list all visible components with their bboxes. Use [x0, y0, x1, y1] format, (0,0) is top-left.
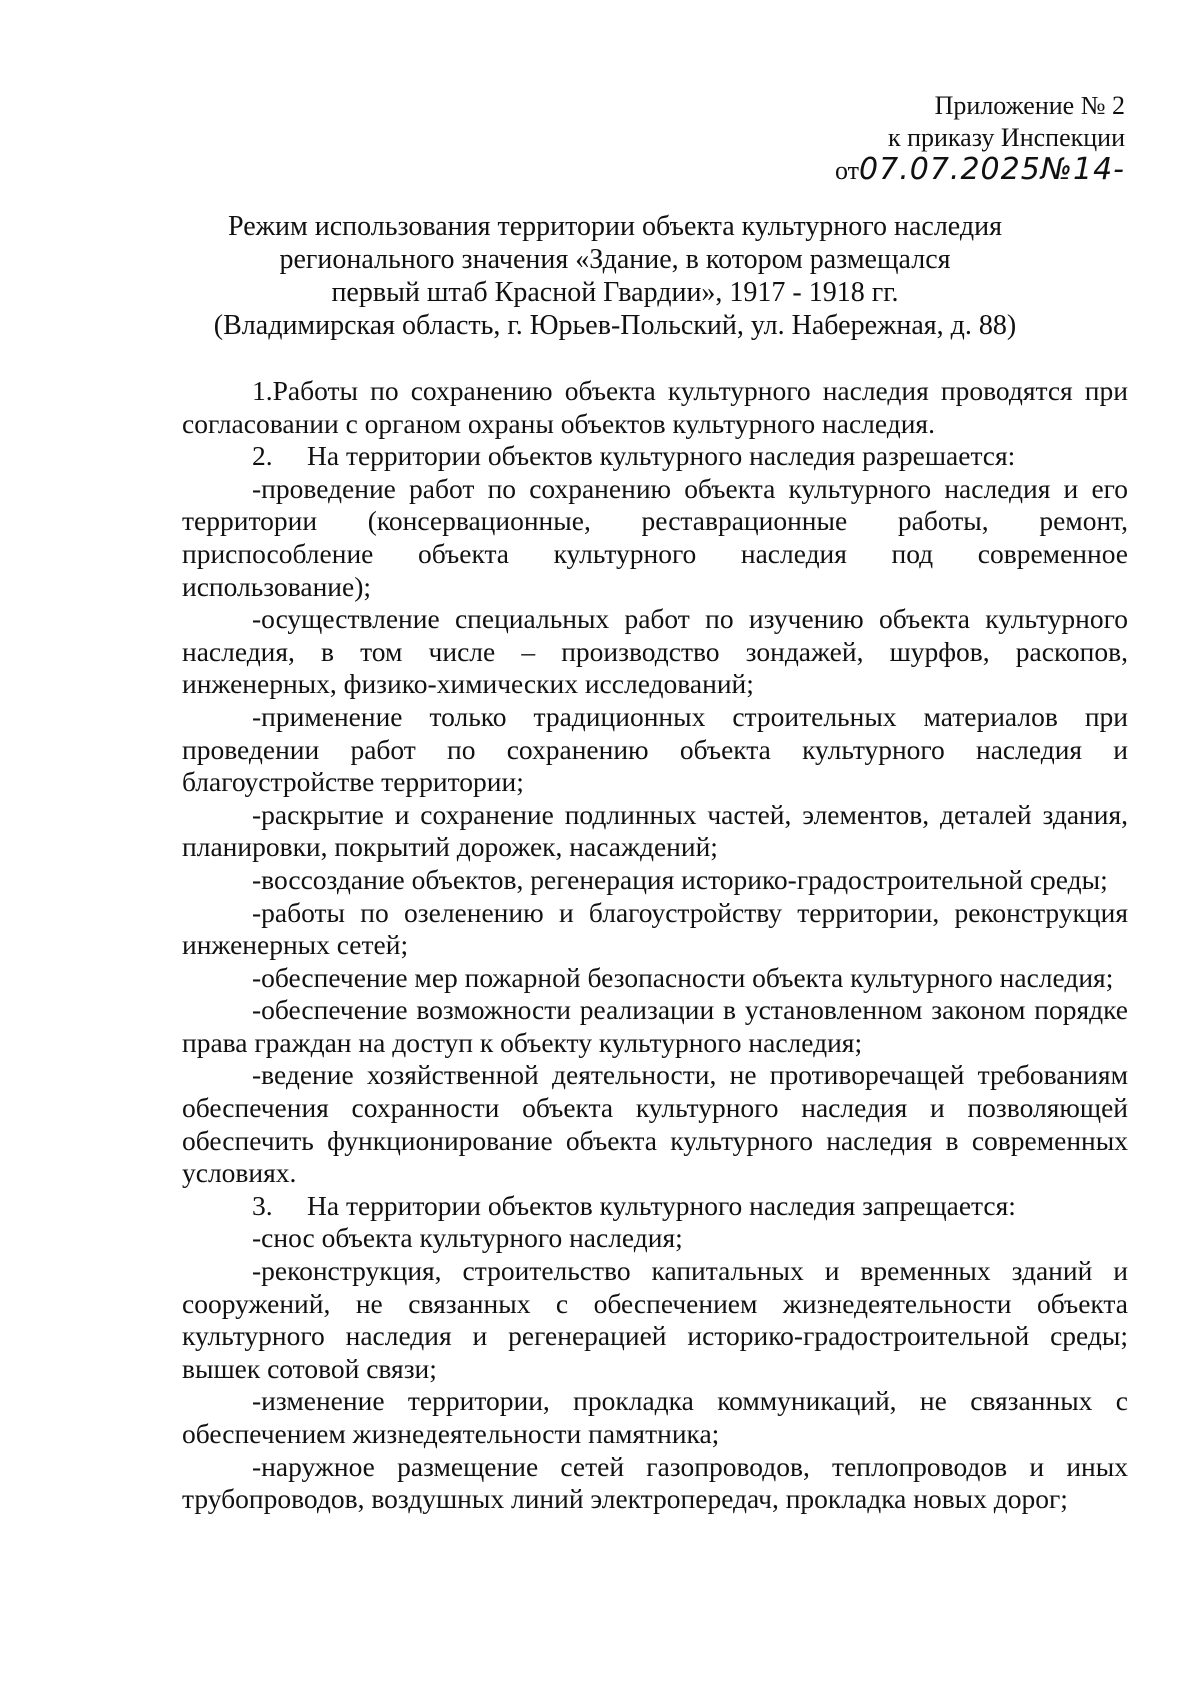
title-line: Режим использования территории объекта культурного наследия	[228, 211, 1002, 242]
allowed-item: -ведение хозяйственной деятельности, не противоречащей требованиям обеспечения сохранности объекта культурного наследия и позволяющей обеспечить функционирование объекта культурного наследия в современных условиях.	[182, 1059, 1128, 1189]
allowed-item: -применение только традиционных строительных материалов при проведении работ по сохранению объекта культурного наследия и благоустройстве территории;	[182, 700, 1128, 798]
title-address: (Владимирская область, г. Юрьев-Польский, ул. Набережная, д. 88)	[213, 310, 1017, 341]
paragraph-2-heading	[182, 440, 1128, 473]
paragraph-3-heading	[182, 1190, 1128, 1223]
allowed-item: -проведение работ по сохранению объекта культурного наследия и его территории (консервационные, реставрационные работы, ремонт, приспособление объекта культурного наследия под современное использование);	[182, 472, 1128, 602]
allowed-item: -осуществление специальных работ по изучению объекта культурного наследия, в том числе – производство зондажей, шурфов, раскопов, инженерных, физико-химических исследований;	[182, 603, 1128, 700]
prohibited-item: -изменение территории, прокладка коммуникаций, не связанных с обеспечением жизнедеятельности памятника;	[182, 1385, 1128, 1449]
title-line: регионального значения «Здание, в котором размещался	[279, 244, 951, 275]
paragraph-number: 2.	[252, 440, 273, 472]
allowed-item: -воссоздание объектов, регенерация историко-градостроительной среды;	[252, 863, 1108, 895]
document-body	[182, 375, 1128, 1516]
prohibited-item: -снос объекта культурного наследия;	[252, 1222, 683, 1254]
paragraph-heading-text: На территории объектов культурного наследия разрешается:	[307, 440, 1016, 472]
annex-date-line	[835, 154, 1125, 187]
handwritten-date-number: 07.07.2025№14-	[859, 152, 1125, 187]
allowed-item: -раскрытие и сохранение подлинных частей, элементов, деталей здания, планировки, покрытий дорожек, насаждений;	[182, 798, 1128, 863]
allowed-item: -обеспечение возможности реализации в установленном законом порядке права граждан на доступ к объекту культурного наследия;	[182, 994, 1128, 1058]
prohibited-item: -наружное размещение сетей газопроводов, теплопроводов и иных трубопроводов, воздушных линий электропередач, прокладка новых дорог;	[182, 1450, 1128, 1515]
allowed-item: -работы по озеленению и благоустройству территории, реконструкция инженерных сетей;	[182, 896, 1128, 961]
document-title	[150, 210, 1080, 342]
allowed-item: -обеспечение мер пожарной безопасности объекта культурного наследия;	[252, 961, 1114, 993]
annex-number: Приложение № 2	[934, 91, 1125, 120]
annex-order-reference: к приказу Инспекции	[887, 123, 1125, 152]
paragraph-number: 3.	[252, 1189, 273, 1221]
paragraph-1: 1.Работы по сохранению объекта культурного наследия проводятся при согласовании с органом охраны объектов культурного наследия.	[182, 375, 1128, 439]
title-line: первый штаб Красной Гвардии», 1917 - 1918 гг.	[331, 277, 899, 308]
annex-date-prefix: от	[835, 156, 860, 185]
prohibited-item: -реконструкция, строительство капитальных и временных зданий и сооружений, не связанных с обеспечением жизнедеятельности объекта культурного наследия и регенерацией историко-градостроительной среды; вышек сотовой связи;	[182, 1255, 1128, 1384]
paragraph-heading-text: На территории объектов культурного наследия запрещается:	[307, 1189, 1016, 1221]
annex-block	[835, 90, 1125, 187]
